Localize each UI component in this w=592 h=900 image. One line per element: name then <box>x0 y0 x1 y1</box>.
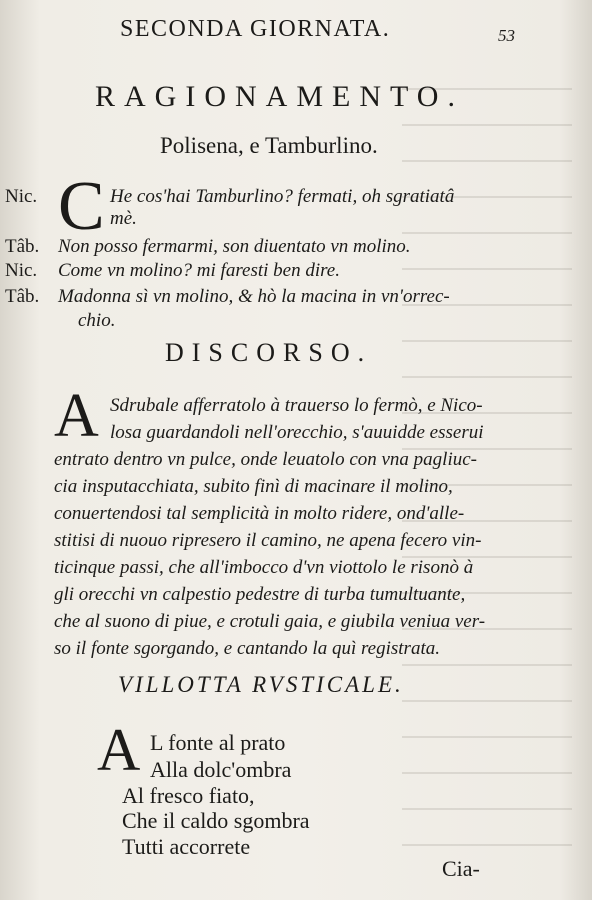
discorso-line: ticinque passi, che all'imbocco d'vn viottolo le risonò à <box>54 557 474 578</box>
verse-line: Al fresco fiato, <box>122 783 255 808</box>
discorso-line: entrato dentro vn pulce, onde leuatolo con vna pagliuc- <box>54 449 478 470</box>
discorso-line: che al suono di piue, e crotuli gaia, e giubila veniua ver- <box>54 611 486 632</box>
verse-line: L fonte al prato <box>150 730 286 755</box>
speaker-label: Tâb. <box>5 286 40 307</box>
discorso-line: so il fonte sgorgando, e cantando la quì registrata. <box>54 638 440 659</box>
discorso-line: losa guardandoli nell'orecchio, s'auuidde esserui <box>110 422 484 443</box>
speech-text: Non posso fermarmi, son diuentato vn molino. <box>58 236 411 257</box>
discorso-title: DISCORSO. <box>165 338 373 367</box>
page-number: 53 <box>498 26 515 45</box>
catchword: Cia- <box>442 856 480 881</box>
speech-text: He cos'hai Tamburlino? fermati, oh sgratiatâ <box>110 186 455 207</box>
discorso-line: Sdrubale afferratolo à trauerso lo fermò, e Nico- <box>110 395 483 416</box>
speaker-label: Nic. <box>5 186 38 207</box>
discorso-line: stitisi di nuouo ripresero il camino, ne apena fecero vin- <box>54 530 482 551</box>
dialogue-subtitle: Polisena, e Tamburlino. <box>160 133 378 158</box>
dropcap-a: A <box>54 382 99 450</box>
speech-text: Come vn molino? mi faresti ben dire. <box>58 260 340 281</box>
discorso-line: gli orecchi vn calpestio pedestre di turba tumultuante, <box>54 584 466 605</box>
verse-line: Che il caldo sgombra <box>122 808 310 833</box>
dropcap-a-verse: A <box>97 717 141 783</box>
discorso-line: cia insputacchiata, subito finì di macinare il molino, <box>54 476 453 497</box>
villotta-title: VILLOTTA RVSTICALE. <box>118 672 404 697</box>
verse-line: Alla dolc'ombra <box>150 757 292 782</box>
speaker-label: Tâb. <box>5 236 40 257</box>
running-head: SECONDA GIORNATA. <box>120 16 391 42</box>
speech-text: mè. <box>110 208 137 229</box>
dropcap-c: C <box>58 168 105 245</box>
speech-text: Madonna sì vn molino, & hò la macina in vn'orrec- <box>58 286 450 307</box>
section-title: RAGIONAMENTO. <box>95 80 464 113</box>
speech-text: chio. <box>78 310 116 331</box>
discorso-line: conuertendosi tal semplicità in molto ridere, ond'alle- <box>54 503 465 524</box>
speaker-label: Nic. <box>5 260 38 281</box>
verse-line: Tutti accorrete <box>122 834 251 859</box>
